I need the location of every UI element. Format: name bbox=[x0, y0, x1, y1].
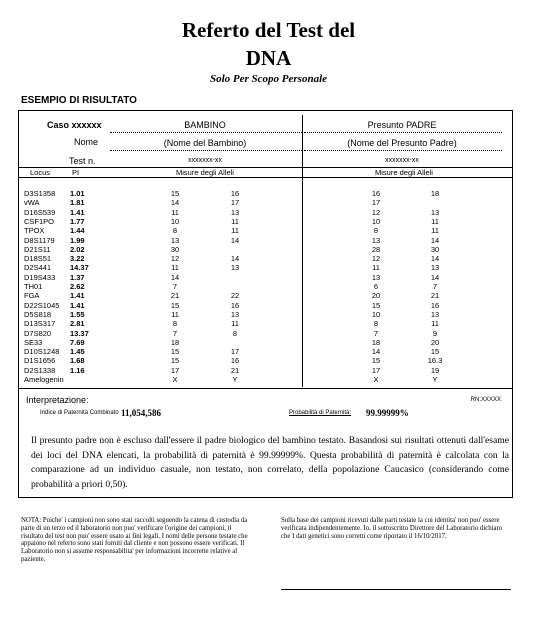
pi-cell: 1.99 bbox=[70, 235, 85, 245]
locus-cell: D10S1248 bbox=[24, 347, 60, 357]
father-allele-1: 18 bbox=[371, 337, 381, 347]
pi-cell: 1.01 bbox=[70, 189, 85, 198]
pi-cell: 1.45 bbox=[70, 347, 85, 357]
father-allele-2: 9 bbox=[432, 328, 438, 338]
child-allele-1: 11 bbox=[171, 263, 179, 273]
father-allele-1: 28 bbox=[371, 244, 381, 254]
child-allele-1: 21 bbox=[170, 291, 180, 301]
father-allele-2: 7 bbox=[432, 282, 438, 291]
conclusion-text: Il presunto padre non è escluso dall'essere il padre biologico del bambino testato. Basandosi sui risultati ottenuti dall'esame dei loci del DNA elencati, la probabilità di paternità è 99.99999%. Questa probabilità di paternità è calcolata con la comparazione ad un individuo casuale, non testato, non correlato, della popolazione Caucasico (considerando come probabilità a priori 0,50). bbox=[31, 435, 509, 490]
child-allele-2: 8 bbox=[232, 328, 238, 338]
pi-cell: 3.22 bbox=[70, 254, 85, 264]
locus-cell: FGA bbox=[24, 291, 40, 301]
divider bbox=[110, 132, 302, 133]
child-allele-2: 13 bbox=[230, 263, 240, 273]
child-allele-1: 14 bbox=[170, 198, 180, 208]
locus-cell: D19S433 bbox=[24, 272, 56, 282]
father-allele-2: 14 bbox=[430, 272, 440, 282]
father-allele-2: 21 bbox=[430, 291, 440, 301]
father-allele-1: X bbox=[373, 375, 379, 384]
pi-cell: 13.37 bbox=[70, 328, 89, 338]
child-allele-2: 13 bbox=[230, 207, 240, 217]
child-allele-2: 17 bbox=[230, 347, 240, 357]
father-allele-2: 13 bbox=[430, 309, 440, 319]
father-allele-2: Y bbox=[432, 375, 438, 384]
pi-cell: 2.81 bbox=[70, 319, 85, 329]
pi-cell: 1.55 bbox=[70, 309, 85, 319]
locus-cell: D22S1045 bbox=[24, 300, 60, 310]
section-title: ESEMPIO DI RISULTATO bbox=[21, 95, 137, 106]
divider bbox=[110, 150, 302, 151]
child-allele-2: 16 bbox=[230, 300, 240, 310]
father-allele-1: 8 bbox=[373, 319, 379, 329]
father-allele-2: 11 bbox=[431, 319, 439, 329]
child-name: (Nome del Bambino) bbox=[163, 138, 247, 148]
pi-cell: 7.69 bbox=[70, 337, 85, 347]
father-allele-1: 12 bbox=[371, 254, 381, 264]
father-allele-1: 14 bbox=[371, 347, 381, 357]
child-allele-1: 11 bbox=[171, 207, 179, 217]
probability-value: 99.99999% bbox=[366, 408, 409, 418]
child-allele-1: 17 bbox=[170, 365, 180, 375]
legal-note: NOTA: Poiche' i campioni non sono stati raccolti seguendo la catena di custodia da parte di un terzo ed il laboratorio non puo' verificare l'origine dei campioni, il risultato del test non puo' essere usato ai fini legali. I nomi delle persone testate che appaiono nel referto sono stati forniti dal cliente e non possono essere verificati. Il Laboratorio non si assume responsabilita' per informazioni incorrette relative al paziente. bbox=[21, 517, 248, 563]
child-allele-1: 10 bbox=[170, 216, 180, 226]
pi-cell: 1.77 bbox=[70, 216, 85, 226]
child-test-number: xxxxxxx-xx bbox=[188, 157, 222, 164]
child-allele-1: 15 bbox=[170, 300, 180, 310]
father-allele-2: 14 bbox=[430, 235, 440, 245]
father-test-number: xxxxxxx-xx bbox=[385, 157, 419, 164]
child-allele-1: 15 bbox=[170, 356, 180, 366]
father-allele-1: 17 bbox=[371, 198, 381, 208]
divider bbox=[19, 388, 512, 389]
child-allele-1: 8 bbox=[172, 319, 178, 329]
father-allele-1: 12 bbox=[371, 207, 381, 217]
child-allele-1: 7 bbox=[172, 282, 178, 291]
father-allele-2: 15 bbox=[430, 347, 440, 357]
father-name: (Nome del Presunto Padre) bbox=[347, 138, 457, 148]
pi-cell: 1.68 bbox=[70, 356, 85, 366]
child-allele-1: 14 bbox=[170, 272, 180, 282]
father-allele-1: 16 bbox=[371, 189, 381, 198]
child-allele-2: 11 bbox=[231, 216, 239, 226]
divider bbox=[304, 150, 502, 151]
reference-number: RN:XXXXX bbox=[470, 397, 501, 403]
child-allele-2: 11 bbox=[231, 319, 239, 329]
pi-cell: 14.37 bbox=[70, 263, 89, 273]
father-allele-2: 20 bbox=[430, 337, 440, 347]
pi-cell: 1.37 bbox=[70, 272, 85, 282]
child-allele-1: 12 bbox=[170, 254, 180, 264]
pi-cell: 1.41 bbox=[70, 207, 85, 217]
father-allele-2: 16 bbox=[430, 300, 440, 310]
father-allele-1: 13 bbox=[371, 235, 381, 245]
father-role: Presunto PADRE bbox=[367, 120, 437, 130]
father-allele-1: 15 bbox=[371, 300, 381, 310]
father-allele-1: 20 bbox=[371, 291, 381, 301]
director-statement: Sulla base dei campioni ricevuti dalle parti testate la cui identita' non puo' essere verificata indipendentemente. Io, il sottoscritto Direttore del Laboratorio dichiaro che I dati genetici sono corretti come riportato il 16/10/2017. bbox=[281, 517, 503, 540]
column-divider bbox=[302, 115, 303, 387]
child-allele-2: 16 bbox=[230, 356, 240, 366]
father-allele-1: 13 bbox=[371, 272, 381, 282]
father-allele-1: 10 bbox=[371, 216, 381, 226]
locus-cell: Amelogenin bbox=[24, 375, 64, 384]
locus-cell: TH01 bbox=[24, 282, 43, 291]
locus-cell: D5S818 bbox=[24, 309, 52, 319]
child-allele-1: 15 bbox=[170, 189, 180, 198]
father-allele-2: 16.3 bbox=[427, 356, 443, 366]
pi-cell: 1.16 bbox=[70, 365, 85, 375]
divider bbox=[19, 177, 512, 178]
pi-cell: 1.41 bbox=[70, 291, 85, 301]
father-allele-1: 15 bbox=[371, 356, 381, 366]
child-allele-1: 13 bbox=[170, 235, 180, 245]
locus-cell: D3S1358 bbox=[24, 189, 56, 198]
father-allele-2: 13 bbox=[430, 263, 440, 273]
pi-cell: 1.81 bbox=[70, 198, 85, 208]
father-allele-1: 8 bbox=[373, 226, 379, 236]
pi-cell: 1.41 bbox=[70, 300, 85, 310]
divider bbox=[19, 167, 512, 168]
interpretation-label: Interpretazione: bbox=[26, 395, 89, 405]
report-title-line2: DNA bbox=[245, 46, 292, 70]
father-allele-1: 7 bbox=[373, 328, 379, 338]
father-allele-2: 11 bbox=[431, 226, 439, 236]
child-allele-2: 16 bbox=[230, 189, 240, 198]
probability-label: Probabilità di Paternità: bbox=[289, 410, 352, 416]
case-label: Caso xxxxxx bbox=[47, 120, 102, 130]
locus-cell: D13S317 bbox=[24, 319, 56, 329]
column-header-pi: PI bbox=[72, 168, 80, 177]
child-allele-2: 17 bbox=[230, 198, 240, 208]
cpi-label: Indice di Paternità Combinato bbox=[40, 410, 119, 416]
father-allele-1: 11 bbox=[372, 263, 380, 273]
child-allele-2: 14 bbox=[230, 254, 240, 264]
cpi-value: 11,054,586 bbox=[121, 408, 162, 418]
child-allele-2: 11 bbox=[231, 226, 239, 236]
child-allele-1: 15 bbox=[170, 347, 180, 357]
child-allele-2: 14 bbox=[230, 235, 240, 245]
report-subtitle: Solo Per Scopo Personale bbox=[209, 73, 328, 85]
column-header-locus: Locus bbox=[30, 168, 51, 177]
child-allele-2: Y bbox=[232, 375, 238, 384]
child-allele-2: 22 bbox=[230, 291, 240, 301]
locus-cell: D1S1656 bbox=[24, 356, 56, 366]
child-allele-1: 30 bbox=[170, 244, 180, 254]
child-allele-1: X bbox=[172, 375, 178, 384]
father-allele-1: 6 bbox=[373, 282, 379, 291]
father-allele-2: 13 bbox=[430, 207, 440, 217]
locus-cell: D2S441 bbox=[24, 263, 52, 273]
father-allele-2: 11 bbox=[431, 216, 439, 226]
child-allele-1: 18 bbox=[170, 337, 180, 347]
child-allele-2: 13 bbox=[230, 309, 240, 319]
child-allele-1: 8 bbox=[172, 226, 178, 236]
locus-cell: CSF1PO bbox=[24, 216, 55, 226]
father-allele-1: 10 bbox=[371, 309, 381, 319]
signature-line bbox=[281, 589, 511, 590]
locus-cell: vWA bbox=[24, 198, 40, 208]
child-allele-1: 7 bbox=[172, 328, 178, 338]
child-allele-2: 21 bbox=[230, 365, 240, 375]
locus-cell: SE33 bbox=[24, 337, 43, 347]
test-label: Test n. bbox=[69, 156, 96, 166]
column-header-father-alleles: Misure degli Alleli bbox=[375, 168, 433, 177]
divider bbox=[304, 132, 502, 133]
report-title: Referto del Test del bbox=[181, 18, 356, 42]
father-allele-2: 14 bbox=[430, 254, 440, 264]
father-allele-2: 18 bbox=[430, 189, 440, 198]
pi-cell: 2.62 bbox=[70, 282, 85, 291]
locus-cell: D21S11 bbox=[24, 244, 51, 254]
locus-cell: D16S539 bbox=[24, 207, 56, 217]
child-role: BAMBINO bbox=[184, 120, 226, 130]
pi-cell: 1.44 bbox=[70, 226, 85, 236]
locus-cell: TPOX bbox=[24, 226, 45, 236]
pi-cell: 2.02 bbox=[70, 244, 85, 254]
locus-cell: D8S1179 bbox=[24, 235, 55, 245]
father-allele-1: 17 bbox=[371, 365, 381, 375]
locus-cell: D2S1338 bbox=[24, 365, 56, 375]
locus-cell: D18S51 bbox=[24, 254, 52, 264]
child-allele-1: 11 bbox=[171, 309, 179, 319]
name-label: Nome bbox=[74, 137, 99, 147]
father-allele-2: 30 bbox=[430, 244, 440, 254]
father-allele-2: 19 bbox=[430, 365, 440, 375]
locus-cell: D7S820 bbox=[24, 328, 52, 338]
column-header-child-alleles: Misure degli Alleli bbox=[176, 168, 234, 177]
